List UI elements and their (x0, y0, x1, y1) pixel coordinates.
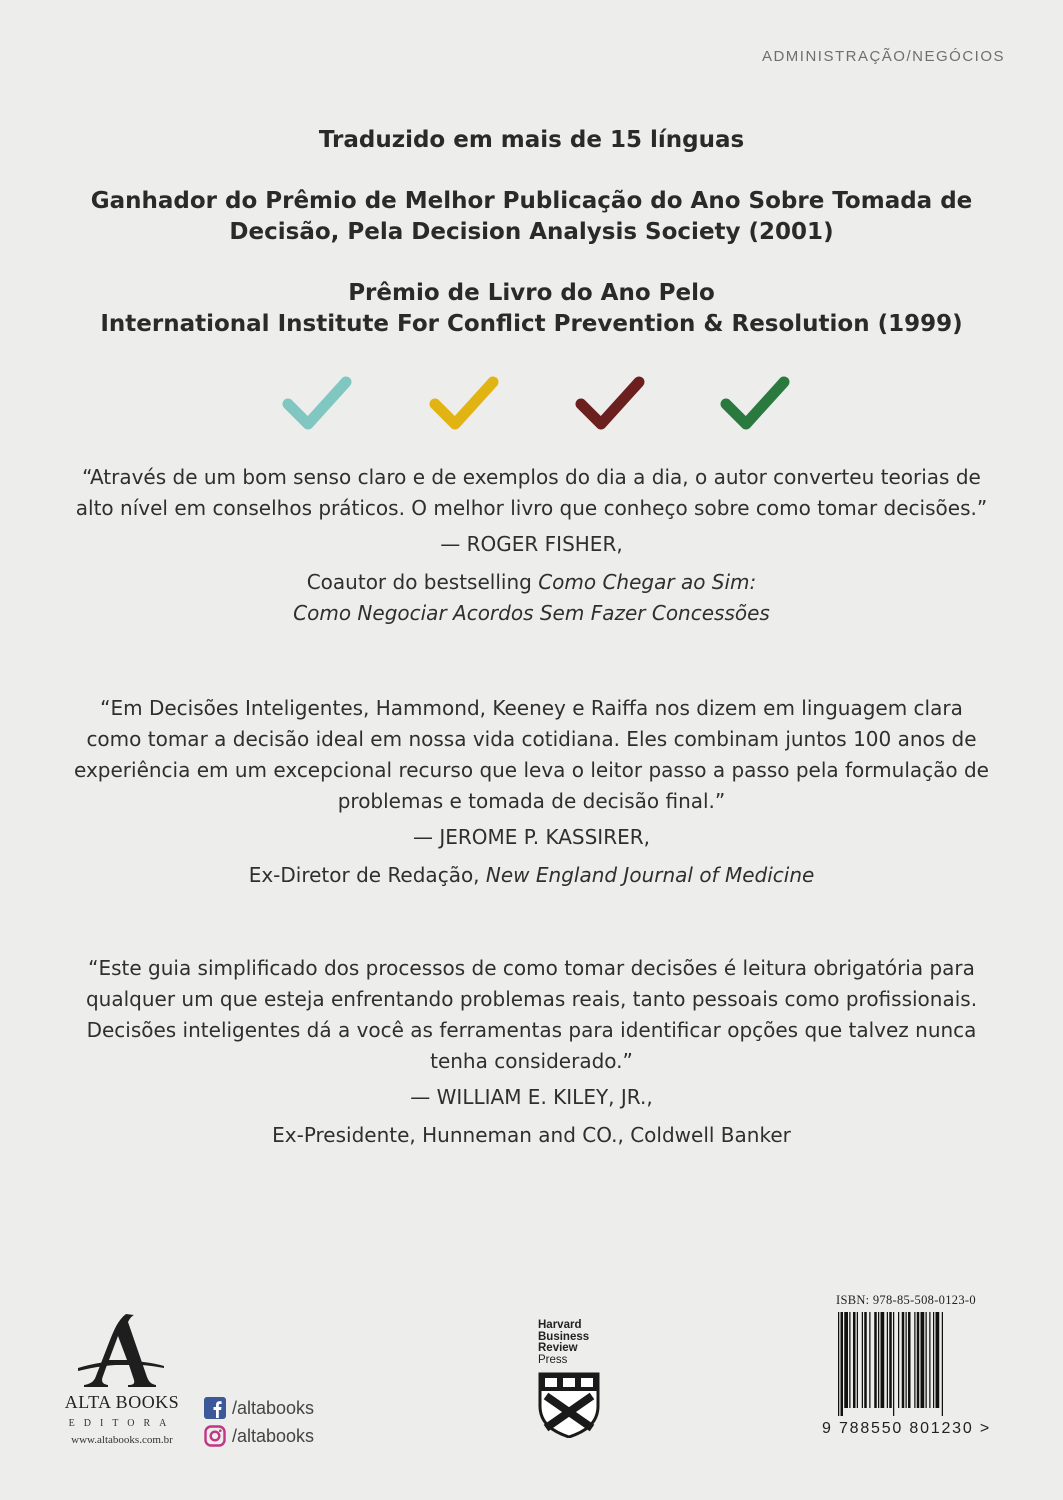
barcode-icon (836, 1312, 994, 1416)
quote-line: experiência em um excepcional recurso que leva o leitor passo a passo pela formulação de (74, 758, 989, 782)
harvard-shield-icon (538, 1372, 600, 1438)
publisher-website: www.altabooks.com.br (71, 1434, 173, 1446)
quote-line: “Este guia simplificado dos processos de como tomar decisões é leitura obrigatória para (88, 956, 975, 980)
barcode-bar (908, 1312, 911, 1408)
hbr-line-business: Business (538, 1330, 590, 1343)
role-prefix: Coautor do bestselling (306, 570, 539, 594)
barcode-bar (942, 1312, 943, 1416)
quote-line: “Em Decisões Inteligentes, Hammond, Keeney e Raiffa nos dizem em linguagem clara (100, 696, 963, 720)
checkmark-row (0, 372, 1063, 438)
barcode-bar (857, 1312, 858, 1408)
barcode-bar (838, 1312, 839, 1416)
barcode-number: 9 788550 801230 > (822, 1420, 991, 1437)
barcode-bar (862, 1312, 863, 1408)
quote-author-role (40, 860, 1023, 891)
barcode-bar (921, 1312, 925, 1408)
role-journal: New England Journal of Medicine (485, 863, 815, 887)
barcode-bar (914, 1312, 915, 1408)
barcode-bar (898, 1312, 899, 1408)
quote-author-role (40, 567, 1023, 598)
instagram-handle (204, 1425, 314, 1447)
quote-line: Decisões inteligentes dá a você as ferramentas para identificar opções que talvez nunca (86, 1018, 977, 1042)
barcode-bar (874, 1312, 877, 1408)
publisher-subtitle: EDITORA (68, 1418, 176, 1429)
quote-author: — JEROME P. KASSIRER, (413, 825, 650, 849)
quote-line: problemas e tomada de decisão final.” (337, 789, 726, 813)
barcode-bar (841, 1312, 844, 1416)
instagram-icon (204, 1425, 226, 1447)
quote-line: “Através de um bom senso claro e de exemplos do dia a dia, o autor converteu teorias de (82, 465, 981, 489)
hbr-press-logo-text (538, 1320, 608, 1366)
award-headline-1-line2: Decisão, Pela Decision Analysis Society (2001) (229, 219, 834, 245)
quote-line: como tomar a decisão ideal em nossa vida cotidiana. Eles combinam juntos 100 anos de (86, 727, 977, 751)
barcode-bar (878, 1312, 879, 1408)
award-headline-2-line1: Prêmio de Livro do Ano Pelo (348, 280, 715, 306)
barcode-bar (917, 1312, 920, 1408)
yellow-check-icon (427, 372, 501, 434)
barcode-bar (933, 1312, 934, 1408)
barcode-bar (881, 1312, 885, 1408)
quote-roger-fisher (40, 462, 1023, 629)
quote-author-role-line2 (40, 598, 1023, 629)
barcode-bar (893, 1312, 894, 1416)
role-book-subtitle: Como Negociar Acordos Sem Fazer Concessões (293, 601, 770, 625)
award-headline-1-line1: Ganhador do Prêmio de Melhor Publicação do Ano Sobre Tomada de (90, 188, 973, 214)
barcode-bar (844, 1312, 848, 1408)
quote-line: alto nível em conselhos práticos. O melhor livro que conheço sobre como tomar decisões.” (75, 496, 988, 520)
award-headline-1 (0, 186, 1063, 248)
barcode-bar (926, 1312, 927, 1408)
barcode-bar (853, 1312, 856, 1408)
quote-author: — ROGER FISHER, (440, 532, 623, 556)
translated-headline: Traduzido em mais de 15 línguas (318, 127, 745, 153)
facebook-handle (204, 1397, 314, 1419)
barcode-bar (849, 1312, 850, 1408)
barcode-bar (902, 1312, 905, 1408)
barcode-bar (889, 1312, 892, 1408)
instagram-handle-text: /altabooks (232, 1426, 315, 1446)
role-prefix: Ex-Diretor de Redação, (248, 863, 486, 887)
quote-william-kiley (40, 953, 1023, 1151)
alta-books-logo-icon (74, 1310, 166, 1390)
barcode-bar (906, 1312, 907, 1408)
award-headline-2 (0, 278, 1063, 340)
barcode-bar (887, 1312, 888, 1408)
isbn-label: ISBN: 978-85-508-0123-0 (836, 1293, 976, 1307)
category-label: ADMINISTRAÇÃO/NEGÓCIOS (761, 48, 1005, 65)
publisher-name: ALTA BOOKS (64, 1392, 180, 1412)
quote-author-role: Ex-Presidente, Hunneman and CO., Coldwell Banker (272, 1123, 791, 1147)
hbr-line-review: Review (538, 1342, 578, 1354)
hbr-line-press: Press (538, 1353, 568, 1366)
green-check-icon (718, 372, 792, 434)
role-book-title: Como Chegar ao Sim: (538, 570, 757, 594)
maroon-check-icon (573, 372, 647, 434)
quote-jerome-kassirer (40, 693, 1023, 891)
barcode-bar (869, 1312, 870, 1408)
facebook-icon (204, 1397, 226, 1419)
barcode-bar (929, 1312, 930, 1408)
quote-line: tenha considerado.” (430, 1049, 633, 1073)
facebook-handle-text: /altabooks (232, 1398, 315, 1418)
teal-check-icon (280, 372, 354, 434)
award-headline-2-line2: International Institute For Conflict Prevention & Resolution (1999) (100, 311, 963, 337)
hbr-line-harvard: Harvard (538, 1319, 582, 1331)
barcode-bar (936, 1312, 940, 1408)
barcode-bar (864, 1312, 867, 1408)
quote-line: qualquer um que esteja enfrentando problemas reais, tanto pessoais como profissionais. (85, 987, 978, 1011)
quote-author: — WILLIAM E. KILEY, JR., (410, 1085, 653, 1109)
